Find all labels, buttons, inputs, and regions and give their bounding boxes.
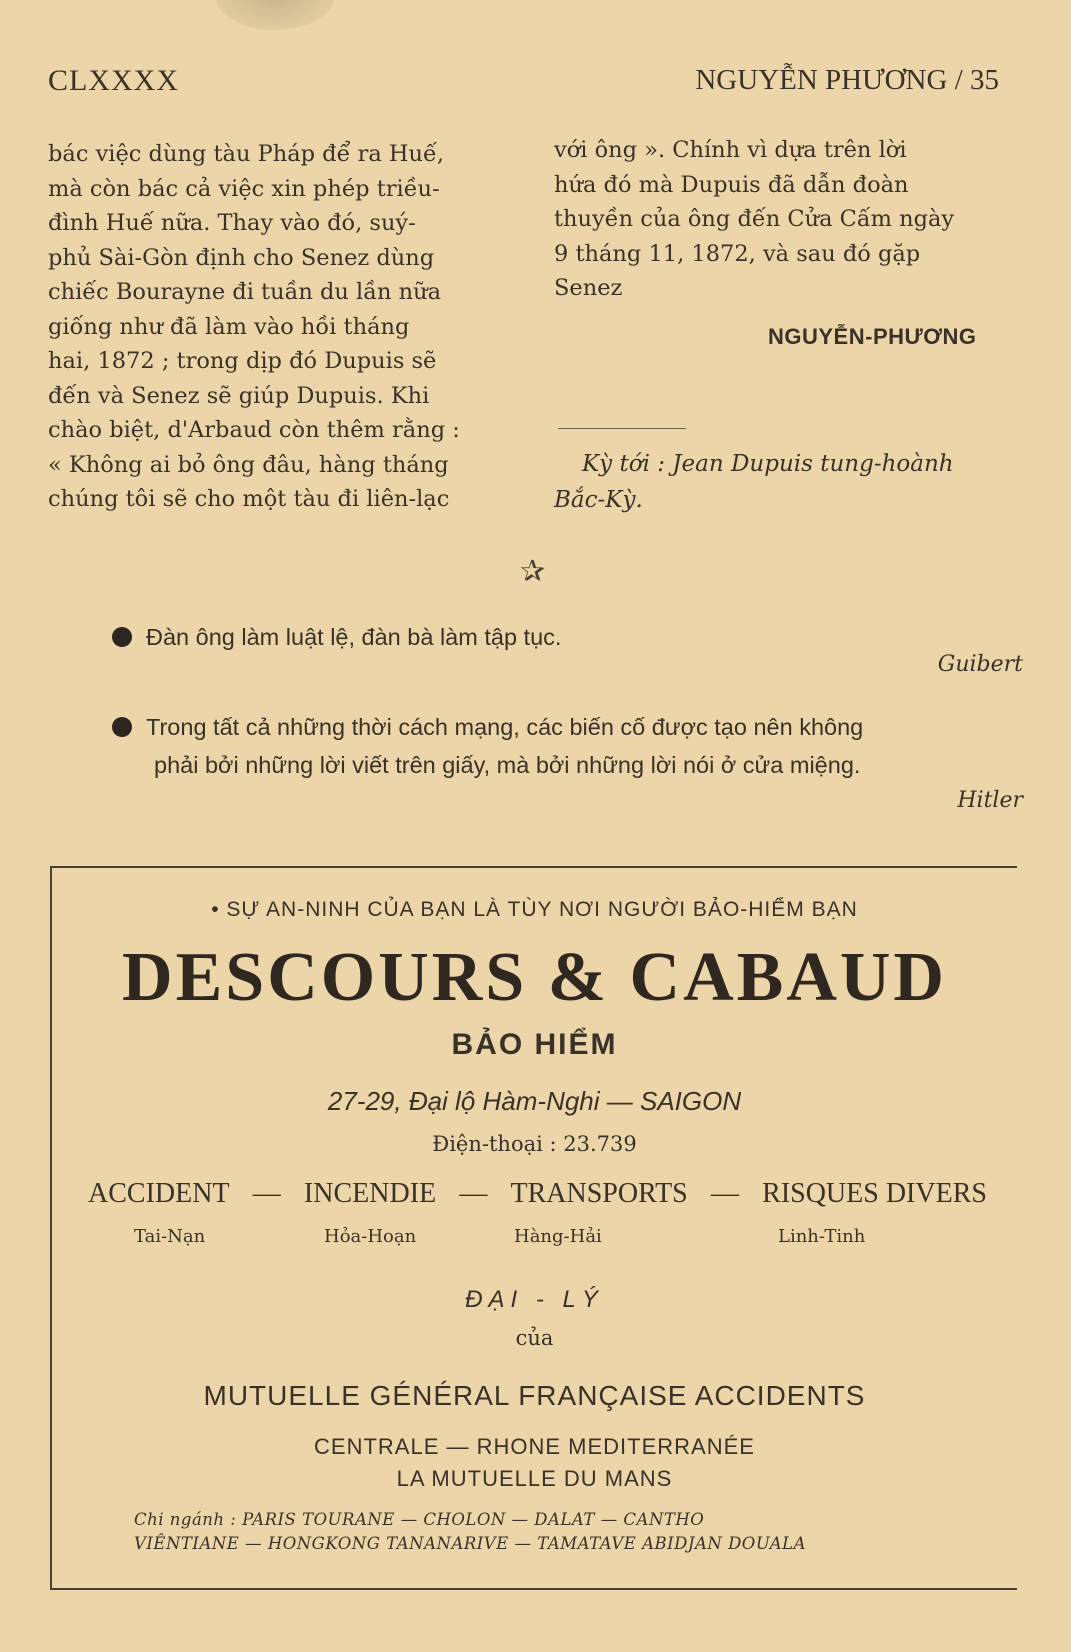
ad-phone: Điện-thoại : 23.739 [432,1132,637,1156]
text-line: đình Huế nữa. Thay vào đó, suý- [48,210,416,236]
article-column-left [48,137,518,517]
quote-text: Đàn ông làm luật lệ, đàn bà làm tập tục. [146,624,562,650]
text-line: chúng tôi sẽ cho một tàu đi liên-lạc [48,486,450,512]
author-page-number: NGUYỄN PHƯƠNG / 35 [695,64,999,96]
service-item: RISQUES DIVERS [762,1178,987,1209]
ad-brand-name: DESCOURS & CABAUD [122,939,947,1016]
text-line: Senez [554,275,623,301]
service-item: TRANSPORTS [510,1178,688,1209]
bullet-icon [112,627,132,647]
ad-subtitle: BẢO HIỂM [451,1028,618,1061]
ad-branches [134,1508,806,1556]
branches-line: VIÊNTIANE — HONGKONG TANANARIVE — TAMATAVE ABIDJAN DOUALA [134,1534,807,1553]
text-line: thuyền của ông đến Cửa Cấm ngày [554,206,955,232]
service-vn: Hỏa-Hoạn [324,1226,417,1247]
service-dash: — [459,1178,488,1209]
section-number: CLXXXX [48,64,179,97]
ad-mutuelle: MUTUELLE GÉNÉRAL FRANÇAISE ACCIDENTS [203,1380,866,1411]
ad-mans: LA MUTUELLE DU MANS [396,1466,673,1491]
text-line: chiếc Bourayne đi tuần du lần nữa [48,279,442,305]
next-issue-note [554,446,954,518]
service-dash: — [252,1178,281,1209]
ad-address: 27-29, Đại lộ Hàm-Nghi — SAIGON [327,1086,742,1116]
text-line: hứa đó mà Dupuis đã dẫn đoàn [554,171,909,198]
star-ornament-icon: ✰ [520,554,546,589]
footnote-line: Kỳ tới : Jean Dupuis tung-hoành [582,451,954,477]
footnote-line: Bắc-Kỳ. [554,487,643,513]
insurance-advertisement [50,866,1017,1590]
text-line: mà còn bác cả việc xin phép triều- [48,175,440,202]
service-vn: Tai-Nạn [134,1226,206,1247]
service-vn: Linh-Tinh [778,1226,866,1247]
text-line: đến và Senez sẽ giúp Dupuis. Khi [48,382,430,409]
quote-text: Trong tất cả những thời cách mạng, các biến cố được tạo nên không [146,714,864,740]
service-item: INCENDIE [303,1178,437,1209]
text-line: giống như đã làm vào hồi tháng [48,313,410,340]
service-dash: — [710,1178,739,1209]
paper-stain [215,0,335,30]
page-header [48,64,1023,104]
footnote-divider [558,428,686,429]
article-column-right [554,133,1024,306]
ad-tagline: • SỰ AN-NINH CỦA BẠN LÀ TÙY NƠI NGƯỜI BẢO-HIỂM BẠN [211,898,858,921]
author-signature: NGUYỄN-PHƯƠNG [768,324,977,349]
quote-text: phải bởi những lời viết trên giấy, mà bởi những lời nói ở cửa miệng. [154,752,861,778]
text-line: với ông ». Chính vì dựa trên lời [554,137,907,163]
service-item: ACCIDENT [88,1178,230,1209]
branches-line: Chi ngánh : PARIS TOURANE — CHOLON — DALAT — CANTHO [134,1510,705,1529]
text-line: « Không ai bỏ ông đâu, hàng tháng [48,451,449,478]
quote-guibert [112,624,561,651]
ad-agent: ĐẠI - LÝ [465,1286,604,1313]
text-line: phủ Sài-Gòn định cho Senez dùng [48,244,435,271]
ad-services [88,1178,987,1210]
ad-agent-of: của [515,1326,554,1350]
text-line: bác việc dùng tàu Pháp để ra Huế, [48,141,445,167]
quote-author: Guibert [937,652,1023,677]
text-line: 9 tháng 11, 1872, và sau đó gặp [554,240,921,267]
text-line: chào biệt, d'Arbaud còn thêm rằng : [48,417,460,443]
ad-centrale: CENTRALE — RHONE MEDITERRANÉE [314,1434,755,1459]
bullet-icon [112,717,132,737]
text-line: hai, 1872 ; trong dịp đó Dupuis sẽ [48,348,437,374]
service-vn: Hàng-Hải [514,1226,602,1247]
quote-author: Hitler [957,788,1023,813]
quote-hitler [112,708,1024,784]
